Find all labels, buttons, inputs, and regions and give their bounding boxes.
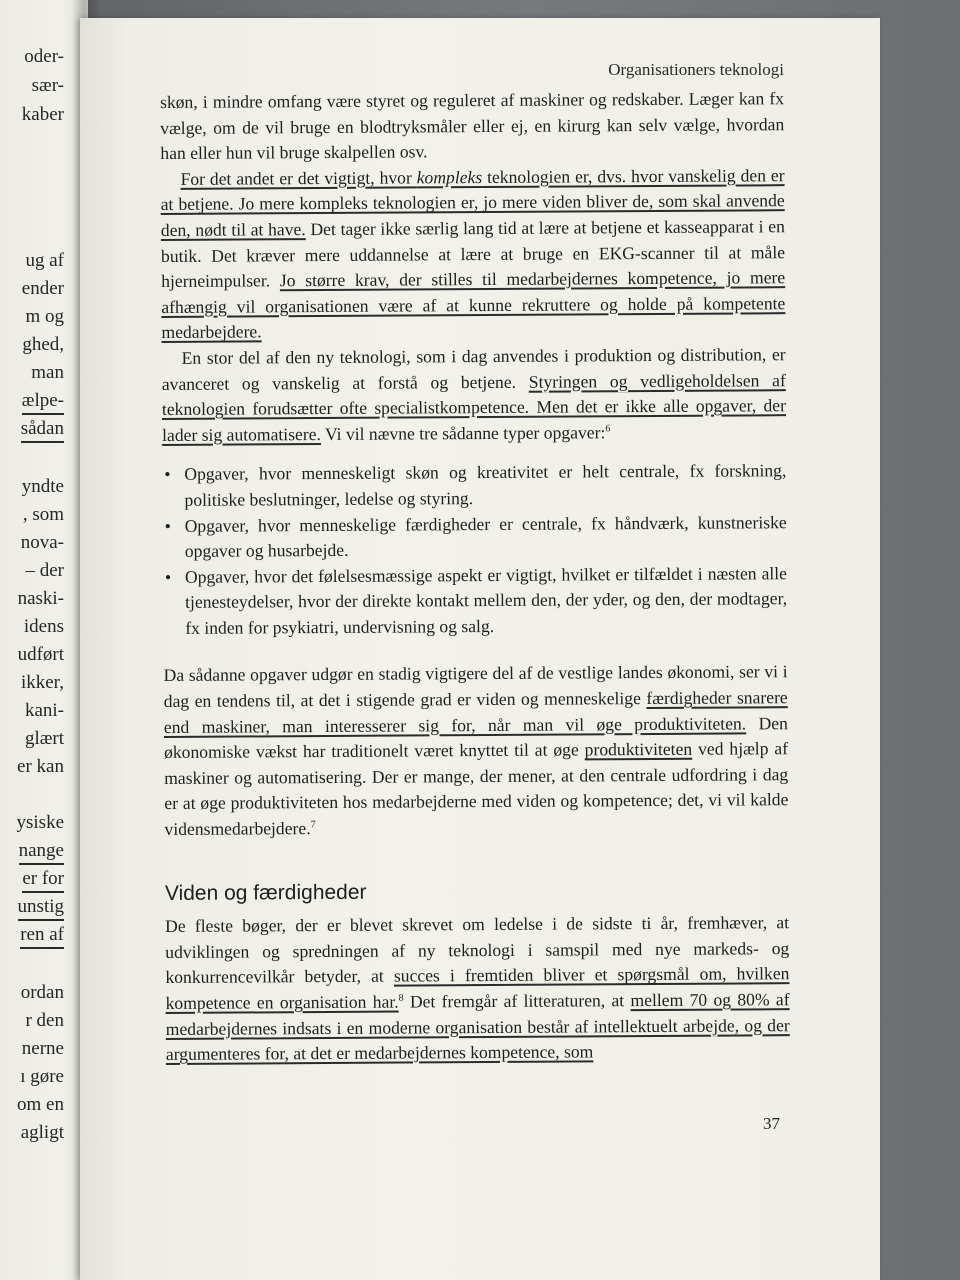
left-page-fragment: nova- (20, 532, 64, 553)
emphasis-kompleks: kompleks (416, 166, 483, 188)
left-page-fragment: kani- (24, 700, 64, 721)
paragraph-2 (160, 163, 785, 346)
text-run: teknologien er, dvs. hvor vanskelig den er at betjene. Jo mere kompleks teknologien er, jo mere viden bliver de, som skal anvende den, nødt til at have. (160, 164, 785, 240)
text-run: Vi vil nævne tre sådanne typer opgaver: (320, 422, 606, 444)
left-page-fragment: ı gøre (20, 1066, 64, 1087)
running-head: Organisationers teknologi (608, 60, 784, 79)
left-page-fragment: udført (17, 644, 64, 665)
footnote-ref: 7 (310, 819, 316, 831)
list-item: • Opgaver, hvor det følelsesmæssige aspekt er vigtigt, hvilket er tilfældet i næsten alle tjenesteydelser, hvor der direkte kontakt mellem den, der yder, og den, der modtager, fx inden for psykiatri, undervisning og salg. (163, 561, 787, 642)
text-run: Da sådanne opgaver udgør en stadig vigtigere del af de vestlige landes økonomi, ser vi i dag en tendens til, at det i stigende grad er viden og menneskelige (163, 661, 788, 712)
paragraph-4 (164, 660, 789, 843)
left-page-fragment: er for (22, 868, 64, 893)
left-page-fragment: ug af (25, 250, 64, 271)
left-page-fragment: ælpe- (22, 390, 64, 415)
left-page-fragment: ysiske (16, 812, 64, 833)
list-item: • Opgaver, hvor menneskelige færdigheder er centrale, fx håndværk, kunstneriske opgaver og husarbejde. (163, 510, 787, 565)
underlined-passage: succes i fremtiden bliver et spørgsmål om, hvilken kompetence en organisation har. (165, 963, 790, 1013)
paragraph-5 (165, 910, 790, 1067)
left-page-fragment: sådan (21, 418, 64, 443)
bullet-list (162, 458, 787, 641)
footnote-ref: 6 (605, 423, 611, 435)
left-page-fragment: er kan (17, 756, 64, 777)
left-page-fragment: naski- (17, 588, 64, 609)
left-page-fragment: ren af (20, 924, 64, 949)
list-item: • Opgaver, hvor menneskeligt skøn og kreativitet er helt centrale, fx forskning, politiske beslutninger, ledelse og styring. (162, 458, 786, 513)
left-page-fragment: kaber (21, 104, 64, 125)
left-page-fragment: yndte (21, 476, 64, 497)
text-run: For det andet er det vigtigt, hvor (180, 167, 417, 189)
left-page-fragment: , som (22, 504, 64, 525)
left-page-fragment: ordan (20, 982, 64, 1003)
left-page-fragment: – der (25, 560, 64, 581)
left-page-fragment: oder- (24, 46, 64, 67)
footnote-ref: 8 (398, 992, 404, 1004)
underlined-passage: Styringen og vedligeholdelsen af teknologien forudsætter ofte specialistkompetence. Men det er ikke alle opgaver, der lader sig automatisere. (161, 369, 786, 445)
left-page-fragment: idens (23, 616, 64, 637)
left-page-fragment: ghed, (22, 334, 64, 355)
underlined-passage: Jo større krav, der stilles til medarbejdernes kompetence, jo mere afhængig vil organisationen være af at kunne rekruttere og holde på kompetente medarbejdere. (161, 267, 786, 343)
left-page-fragment: man (31, 362, 64, 383)
text-run: De fleste bøger, der er blevet skrevet om ledelse i de sidste ti år, fremhæver, at udviklingen og spredningen af ny teknologi i samspil med nye markeds- og konkurrencevilkår betyder, at (165, 912, 790, 988)
left-page-fragment: m og (25, 306, 64, 327)
left-page-fragment: glært (24, 728, 64, 749)
text-run: En stor del af den ny teknologi, som i dag anvendes i produktion og distribution, er avanceret og vanskelig at forstå og betjene. (161, 344, 786, 394)
left-page-fragment: r den (25, 1010, 64, 1031)
paragraph-3 (162, 342, 787, 448)
text-run: Det tager ikke særlig lang tid at lære at betjene et kasseapparat i en butik. Det kræver mere uddannelse at lære at bruge en EKG-scanner til at måle hjerneimpulser. (160, 216, 786, 292)
underlined-passage: færdigheder snarere end maskiner, man interesserer sig for, når man vil øge produktiviteten. (163, 687, 788, 737)
section-heading: Viden og færdigheder (164, 880, 367, 905)
page-body (160, 86, 790, 1068)
underlined-passage: mellem 70 og 80% af medarbejdernes indsats i en moderne organisation består af intellektuelt arbejde, og der argumenteres for, at det er medarbejdernes kompetence, som (165, 989, 790, 1065)
left-page-fragment: ender (21, 278, 64, 299)
left-page-fragment: unstig (18, 896, 64, 921)
paragraph-1: skøn, i mindre omfang være styret og reguleret af maskiner og redskaber. Læger kan fx vælge, om de vil bruge en blodtryksmåler eller ej, en kirurg kan selv vælge, hvordan han eller hun vil bruge skalpellen osv. (160, 88, 785, 164)
left-page-fragment: sær- (31, 75, 64, 96)
text-run: Det fremgår af litteraturen, at (403, 990, 631, 1012)
left-page-fragment: nange (19, 840, 64, 865)
left-page-fragment: ikker, (20, 672, 64, 693)
left-page-fragment: agligt (20, 1122, 64, 1143)
text-run: ved hjælp af maskiner og automatisering. Der er mange, der mener, at den centrale udfordring i dag er at øge produktiviteten hos medarbejderne med viden og kompetence; det, vi vil kalde vidensmedarbejdere. (164, 738, 789, 840)
right-book-page (80, 18, 880, 1280)
underlined-passage: produktiviteten (584, 739, 693, 760)
page-number: 37 (763, 1114, 780, 1133)
left-page-fragment: om en (17, 1094, 64, 1115)
text-run: Den økonomiske vækst har traditionelt været knyttet til at øge (163, 712, 788, 763)
left-page-fragment: nerne (21, 1038, 64, 1059)
